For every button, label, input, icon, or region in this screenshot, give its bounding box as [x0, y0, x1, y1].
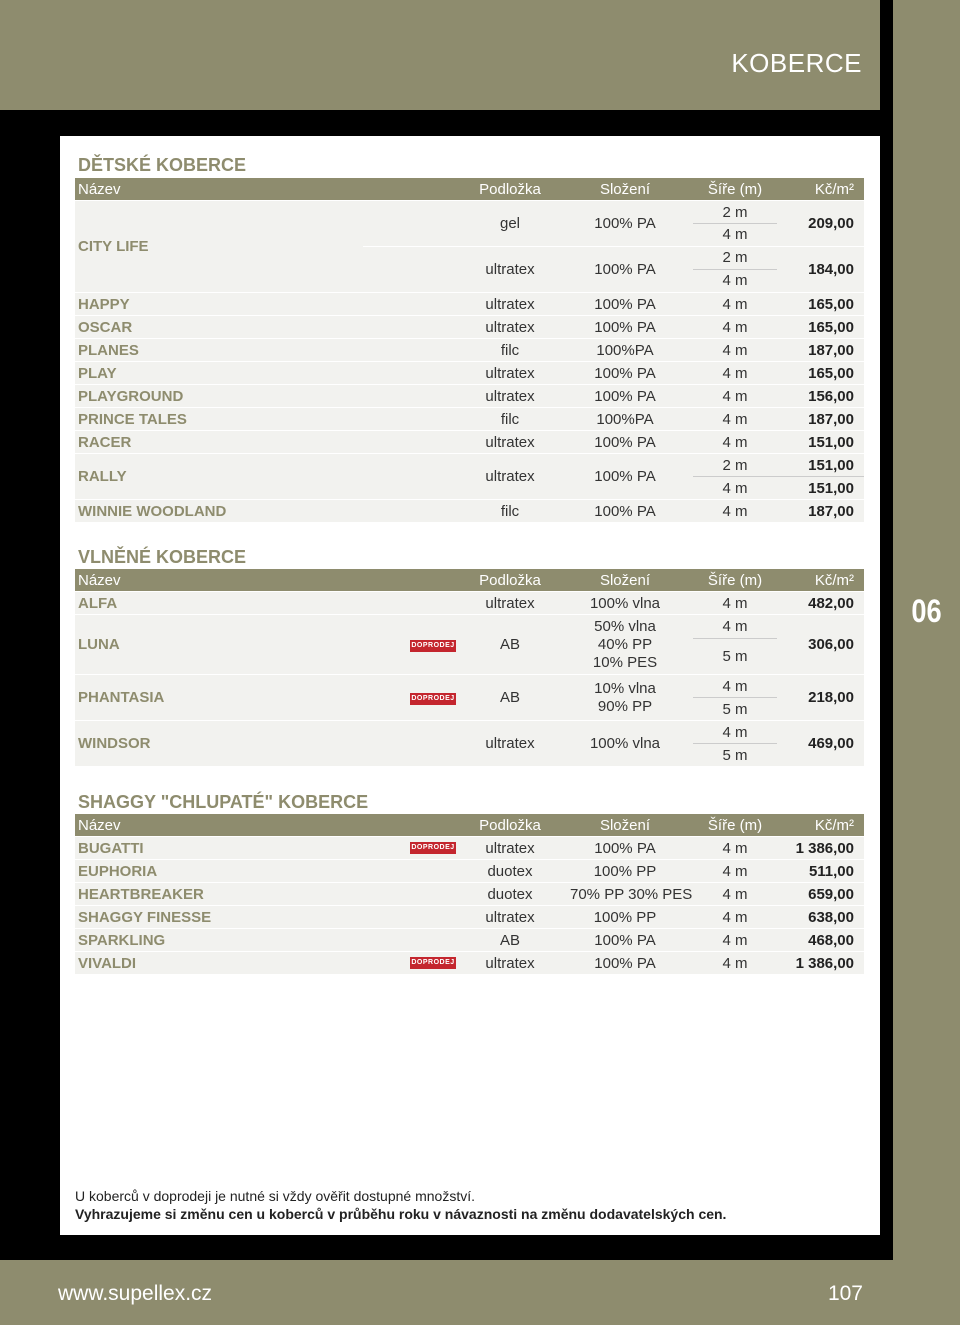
slozeni: 100% vlna: [589, 595, 661, 612]
slozeni: 100% PA: [594, 365, 656, 382]
podlozka: ultratex: [485, 955, 535, 972]
note-stock: U koberců v doprodeji je nutné si vždy ověřit dostupné množství.: [75, 1188, 475, 1204]
sire: 4 m: [722, 365, 748, 382]
sire: 4 m: [722, 296, 748, 313]
product-name: RACER: [78, 434, 132, 451]
podlozka: ultratex: [485, 319, 535, 336]
slozeni: 70% PP 30% PES: [570, 886, 693, 903]
podlozka: ultratex: [485, 595, 535, 612]
product-name: SPARKLING: [78, 932, 166, 949]
table-row: [75, 408, 864, 431]
sire: 4 m: [722, 342, 748, 359]
podlozka: ultratex: [485, 468, 535, 485]
product-name: PLANES: [78, 342, 139, 359]
width-divider: [693, 743, 777, 744]
product-name: SHAGGY FINESSE: [78, 909, 212, 926]
sire: 4 m: [722, 909, 748, 926]
price: 468,00: [808, 932, 854, 949]
slozeni: 100% PP: [593, 863, 657, 880]
sire: 4 m: [722, 618, 748, 635]
podlozka: duotex: [487, 886, 533, 903]
podlozka: ultratex: [485, 296, 535, 313]
top-band: [0, 0, 880, 110]
price: 511,00: [808, 863, 854, 880]
slozeni: 100% PA: [594, 932, 656, 949]
slozeni: 100% PP: [593, 909, 657, 926]
col-slozeni: Složení: [599, 181, 651, 198]
table-header: [75, 814, 864, 836]
clearance-badge: DOPRODEJ: [410, 842, 456, 854]
slozeni: 100% PA: [594, 434, 656, 451]
table-row: [75, 860, 864, 883]
page-section-title: KOBERCE: [731, 48, 862, 78]
col-slozeni: Složení: [599, 817, 651, 834]
podlozka: ultratex: [485, 840, 535, 857]
price: 638,00: [808, 909, 854, 926]
section-title: VLNĚNÉ KOBERCE: [78, 547, 247, 567]
slozeni: 100% PA: [594, 955, 656, 972]
table-row: [75, 883, 864, 906]
podlozka: AB: [499, 636, 520, 653]
price: 187,00: [808, 411, 854, 428]
sire: 4 m: [722, 272, 748, 289]
col-podlozka: Podložka: [479, 181, 541, 198]
price: 209,00: [808, 215, 854, 232]
slozeni: 100%PA: [596, 342, 654, 359]
table-row: [75, 339, 864, 362]
slozeni: 100% PA: [594, 215, 656, 232]
slozeni: 100% PA: [594, 261, 656, 278]
table-row: [75, 454, 864, 500]
price: 151,00: [808, 480, 854, 497]
footer-url[interactable]: www.supellex.cz: [58, 1282, 213, 1305]
price: 482,00: [808, 595, 854, 612]
table-row: [75, 293, 864, 316]
podlozka: ultratex: [485, 735, 535, 752]
sire: 2 m: [722, 204, 748, 221]
price: 1 386,00: [795, 840, 854, 857]
podlozka: ultratex: [485, 909, 535, 926]
clearance-badge: DOPRODEJ: [410, 693, 456, 705]
price: 151,00: [808, 457, 854, 474]
clearance-badge: DOPRODEJ: [410, 957, 456, 969]
width-divider: [693, 476, 864, 477]
sire: 4 m: [722, 840, 748, 857]
sire: 4 m: [722, 678, 748, 695]
product-name: PLAY: [78, 365, 117, 382]
sire: 4 m: [722, 932, 748, 949]
col-name: Název: [78, 181, 121, 198]
sire: 4 m: [722, 886, 748, 903]
price: 306,00: [808, 636, 854, 653]
product-name: VIVALDI: [78, 955, 137, 972]
product-name: WINDSOR: [78, 735, 151, 752]
footer: [0, 1260, 893, 1325]
podlozka: ultratex: [485, 434, 535, 451]
product-name: LUNA: [78, 636, 120, 653]
table-row: [75, 592, 864, 615]
slozeni: 50% vlna: [594, 618, 656, 635]
col-sire: Šíře (m): [707, 817, 763, 834]
slozeni: 100% PA: [594, 840, 656, 857]
price: 1 386,00: [795, 955, 854, 972]
width-divider: [693, 223, 777, 224]
sire: 4 m: [722, 595, 748, 612]
slozeni: 10% vlna: [594, 680, 656, 697]
note-prices: Vyhrazujeme si změnu cen u koberců v průběhu roku v návaznosti na změnu dodavatelských cen.: [75, 1206, 727, 1222]
price: 151,00: [808, 434, 854, 451]
slozeni: 100% vlna: [589, 735, 661, 752]
section-title: SHAGGY "CHLUPATÉ" KOBERCE: [78, 792, 369, 812]
sire: 4 m: [722, 480, 748, 497]
podlozka: filc: [500, 342, 520, 359]
sire: 5 m: [722, 701, 748, 718]
col-sire: Šíře (m): [707, 181, 763, 198]
chapter-tab: [893, 0, 960, 1325]
table-row: [75, 952, 864, 975]
product-name: PHANTASIA: [78, 689, 165, 706]
clearance-badge: DOPRODEJ: [410, 640, 456, 652]
table-row: [75, 362, 864, 385]
podlozka: ultratex: [485, 365, 535, 382]
col-kc: Kč/m²: [814, 572, 854, 589]
product-name: ALFA: [78, 595, 118, 612]
col-kc: Kč/m²: [814, 817, 854, 834]
product-name: BUGATTI: [78, 840, 144, 857]
product-name: HAPPY: [78, 296, 130, 313]
product-name: CITY LIFE: [78, 238, 149, 255]
price: 469,00: [808, 735, 854, 752]
price: 156,00: [808, 388, 854, 405]
table-row: [75, 431, 864, 454]
slozeni: 100% PA: [594, 319, 656, 336]
table-row: [75, 316, 864, 339]
table-row: [75, 675, 864, 721]
podlozka: ultratex: [485, 261, 535, 278]
table-row: [75, 201, 864, 293]
page-number: 107: [827, 1282, 863, 1305]
slozeni: 40% PP: [597, 636, 653, 653]
price: 218,00: [808, 689, 854, 706]
sire: 4 m: [722, 411, 748, 428]
chapter-number: 06: [911, 593, 942, 629]
notes: [75, 1187, 726, 1223]
col-podlozka: Podložka: [479, 572, 541, 589]
sire: 4 m: [722, 863, 748, 880]
price: 187,00: [808, 503, 854, 520]
col-name: Název: [78, 572, 121, 589]
section-title: DĚTSKÉ KOBERCE: [78, 155, 247, 175]
table-row: [75, 615, 864, 675]
table-row: [75, 721, 864, 767]
sire: 2 m: [722, 457, 748, 474]
width-divider: [693, 638, 777, 639]
table-header: [75, 569, 864, 591]
table-row: [75, 837, 864, 860]
price: 187,00: [808, 342, 854, 359]
podlozka: ultratex: [485, 388, 535, 405]
podlozka: filc: [500, 411, 520, 428]
sire: 4 m: [722, 503, 748, 520]
table-row: [75, 385, 864, 408]
row-divider: [363, 246, 864, 247]
sire: 4 m: [722, 724, 748, 741]
podlozka: AB: [499, 932, 520, 949]
table-row: [75, 906, 864, 929]
slozeni: 100%PA: [596, 411, 654, 428]
sire: 4 m: [722, 434, 748, 451]
col-sire: Šíře (m): [707, 572, 763, 589]
price: 659,00: [808, 886, 854, 903]
product-name: EUPHORIA: [78, 863, 158, 880]
product-name: RALLY: [78, 468, 127, 485]
price: 165,00: [808, 319, 854, 336]
slozeni: 100% PA: [594, 503, 656, 520]
col-name: Název: [78, 817, 121, 834]
sire: 2 m: [722, 249, 748, 266]
podlozka: AB: [499, 689, 520, 706]
product-name: OSCAR: [78, 319, 133, 336]
product-name: PLAYGROUND: [78, 388, 184, 405]
slozeni: 100% PA: [594, 296, 656, 313]
col-kc: Kč/m²: [814, 181, 854, 198]
sire: 5 m: [722, 747, 748, 764]
sire: 4 m: [722, 388, 748, 405]
price: 165,00: [808, 296, 854, 313]
price: 184,00: [808, 261, 854, 278]
sire: 5 m: [722, 648, 748, 665]
price: 165,00: [808, 365, 854, 382]
width-divider: [693, 697, 777, 698]
slozeni: 100% PA: [594, 468, 656, 485]
product-name: HEARTBREAKER: [78, 886, 204, 903]
price-list-panel: [60, 136, 880, 1235]
table-row: [75, 500, 864, 523]
table-header: [75, 178, 864, 200]
sire: 4 m: [722, 226, 748, 243]
slozeni: 90% PP: [597, 698, 653, 715]
product-name: WINNIE WOODLAND: [78, 503, 227, 520]
col-podlozka: Podložka: [479, 817, 541, 834]
table-row: [75, 929, 864, 952]
podlozka: filc: [500, 503, 520, 520]
sire: 4 m: [722, 955, 748, 972]
podlozka: duotex: [487, 863, 533, 880]
product-name: PRINCE TALES: [78, 411, 187, 428]
width-divider: [693, 269, 777, 270]
slozeni: 10% PES: [592, 654, 658, 671]
col-slozeni: Složení: [599, 572, 651, 589]
slozeni: 100% PA: [594, 388, 656, 405]
podlozka: gel: [499, 215, 521, 232]
sire: 4 m: [722, 319, 748, 336]
